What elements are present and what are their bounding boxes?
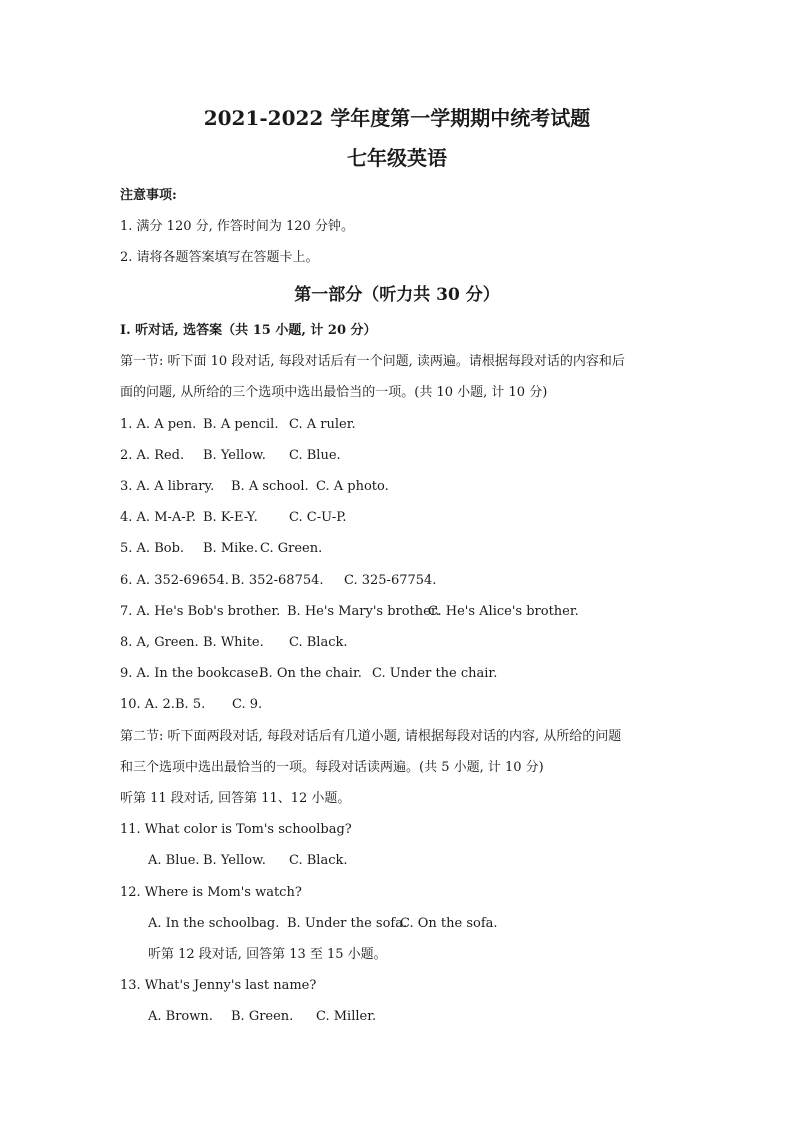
option-c: C. Black. (289, 635, 348, 650)
option-b: B. Yellow. (203, 853, 266, 868)
question-9 (120, 664, 497, 684)
dialog-11-note: 听第 11 段对话, 回答第 11、12 小题。 (120, 791, 351, 806)
option-b: B. 5. (175, 697, 206, 712)
option-a: A. In the schoolbag. (148, 916, 280, 931)
option-a: 1. A. A pen. (120, 417, 197, 432)
option-b: B. White. (203, 635, 264, 650)
question-1 (120, 415, 356, 435)
dialog-12-note: 听第 12 段对话, 回答第 13 至 15 小题。 (148, 947, 387, 962)
section1-title: I. 听对话, 选答案（共 15 小题, 计 20 分） (120, 323, 377, 338)
question-12-stem: 12. Where is Mom's watch? (120, 885, 302, 900)
option-c: C. 9. (232, 697, 263, 712)
question-8 (120, 633, 348, 653)
option-b: B. Yellow. (203, 448, 266, 463)
option-c: C. Under the chair. (372, 666, 498, 681)
option-c: C. Miller. (316, 1009, 377, 1024)
option-b: B. Mike. (203, 541, 258, 556)
question-2 (120, 446, 341, 466)
option-a: 7. A. He's Bob's brother. (120, 604, 281, 619)
option-a: A. Blue. (148, 853, 200, 868)
option-c: C. C-U-P. (289, 510, 347, 525)
sub1-intro-line-2: 面的问题, 从所给的三个选项中选出最恰当的一项。(共 10 小题, 计 10 分) (120, 385, 548, 400)
exam-title: 2021-2022 学年度第一学期期中统考试题 (203, 106, 591, 130)
question-3 (120, 477, 389, 497)
option-c: C. On the sofa. (400, 916, 498, 931)
option-a: 6. A. 352-69654. (120, 573, 229, 588)
option-b: B. A pencil. (203, 417, 279, 432)
option-a: 2. A. Red. (120, 448, 185, 463)
question-12-options (148, 914, 498, 934)
question-6 (120, 571, 436, 591)
option-c: C. Black. (289, 853, 348, 868)
option-a: 8. A, Green. (120, 635, 199, 650)
sub2-intro-line-1: 第二节: 听下面两段对话, 每段对话后有几道小题, 请根据每段对话的内容, 从所给的问题 (120, 729, 622, 744)
question-4 (120, 508, 346, 528)
option-c: C. Blue. (289, 448, 341, 463)
option-a: 5. A. Bob. (120, 541, 185, 556)
option-c: C. Green. (260, 541, 323, 556)
option-a: 9. A. In the bookcase. (120, 666, 263, 681)
option-a: A. Brown. (148, 1009, 213, 1024)
option-c: C. A ruler. (289, 417, 356, 432)
option-b: B. Green. (231, 1009, 294, 1024)
option-b: B. K-E-Y. (203, 510, 258, 525)
option-b: B. On the chair. (259, 666, 362, 681)
option-a: 4. A. M-A-P. (120, 510, 196, 525)
option-b: B. Under the sofa. (287, 916, 408, 931)
option-a: 10. A. 2. (120, 697, 175, 712)
question-13-stem: 13. What's Jenny's last name? (120, 978, 317, 993)
question-5 (120, 539, 322, 559)
question-10 (120, 695, 262, 715)
option-c: C. 325-67754. (344, 573, 437, 588)
question-11-options (148, 851, 348, 871)
note-item-1: 1. 满分 120 分, 作答时间为 120 分钟。 (120, 219, 354, 234)
notes-heading: 注意事项: (120, 188, 177, 203)
note-item-2: 2. 请将各题答案填写在答题卡上。 (120, 250, 319, 265)
option-b: B. 352-68754. (231, 573, 324, 588)
option-c: C. A photo. (316, 479, 389, 494)
sub1-intro-line-1: 第一节: 听下面 10 段对话, 每段对话后有一个问题, 读两遍。请根据每段对话的内容和后 (120, 354, 625, 369)
exam-subtitle: 七年级英语 (347, 146, 447, 170)
question-11-stem: 11. What color is Tom's schoolbag? (120, 822, 352, 837)
option-b: B. He's Mary's brother. (287, 604, 440, 619)
option-a: 3. A. A library. (120, 479, 215, 494)
option-c: C. He's Alice's brother. (428, 604, 579, 619)
question-7 (120, 602, 579, 622)
question-13-options (148, 1007, 376, 1027)
part1-title: 第一部分（听力共 30 分） (294, 285, 500, 305)
sub2-intro-line-2: 和三个选项中选出最恰当的一项。每段对话读两遍。(共 5 小题, 计 10 分) (120, 760, 544, 775)
option-b: B. A school. (231, 479, 309, 494)
